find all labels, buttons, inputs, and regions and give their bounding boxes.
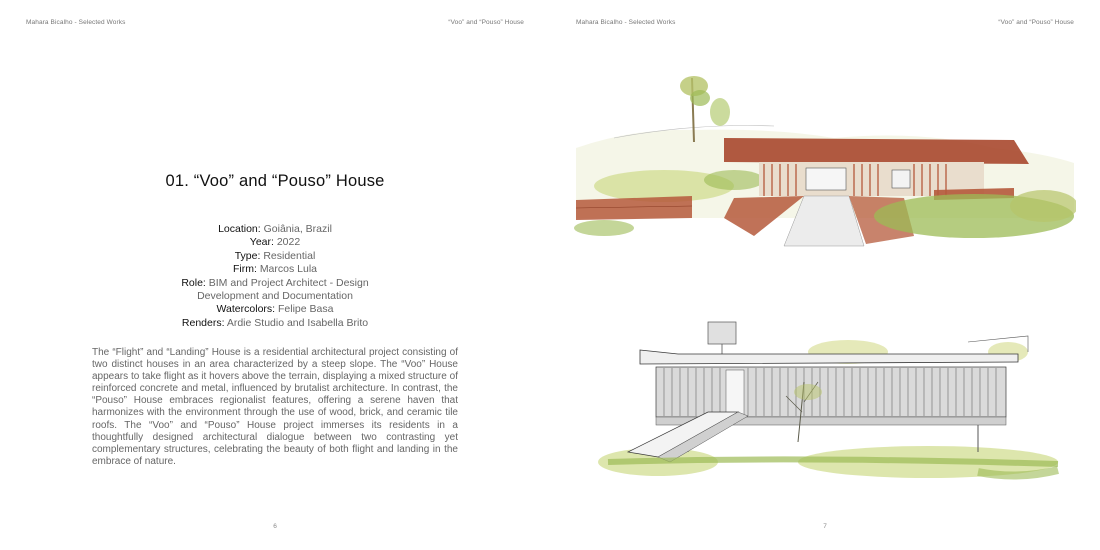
project-description: The “Flight” and “Landing” House is a residential architectural project consisting of two distinct houses in an area characterized by a steep slope. The “Voo” House appears to take flight as it hovers above the terrain, displaying a mixed structure of reinforced concrete and metal, influenced by brutalist architecture. In contrast, the “Pouso” House embraces regionalist features, offering a serene haven that harmonizes with the environment through the use of wood, brick, and ceramic tile roofs. The “Voo” and “Pouso” House project immerses its residents in a thoughtfully designed architectural dialogue between two contrasting yet complementary structures, celebrating the beauty of both flight and landing in the embrace of nature. bbox=[92, 347, 458, 467]
voo-house-sketch bbox=[598, 312, 1068, 504]
info-type: Type: Residential bbox=[234, 249, 316, 262]
right-page bbox=[550, 0, 1100, 550]
info-location: Location: Goiânia, Brazil bbox=[218, 223, 332, 235]
page-number-left: 6 bbox=[273, 523, 277, 530]
info-firm: Firm: Marcos Lula bbox=[232, 263, 318, 276]
running-header-right: “Voo” and “Pouso” House bbox=[998, 19, 1074, 26]
running-header-left: Mahara Bicalho - Selected Works bbox=[26, 19, 126, 26]
running-header-left: Mahara Bicalho - Selected Works bbox=[576, 19, 676, 26]
project-title: 01. “Voo” and “Pouso” House bbox=[165, 172, 385, 190]
pouso-house-watercolor bbox=[574, 68, 1076, 248]
running-header-right: “Voo” and “Pouso” House bbox=[448, 19, 524, 26]
info-year: Year: 2022 bbox=[249, 236, 301, 249]
info-watercolors: Watercolors: Felipe Basa bbox=[216, 303, 334, 316]
info-role: Role: BIM and Project Architect - Design Development and Documentation bbox=[181, 276, 369, 303]
page-number-right: 7 bbox=[823, 523, 827, 530]
project-info bbox=[170, 223, 380, 330]
info-renders: Renders: Ardie Studio and Isabella Brito bbox=[181, 316, 369, 329]
